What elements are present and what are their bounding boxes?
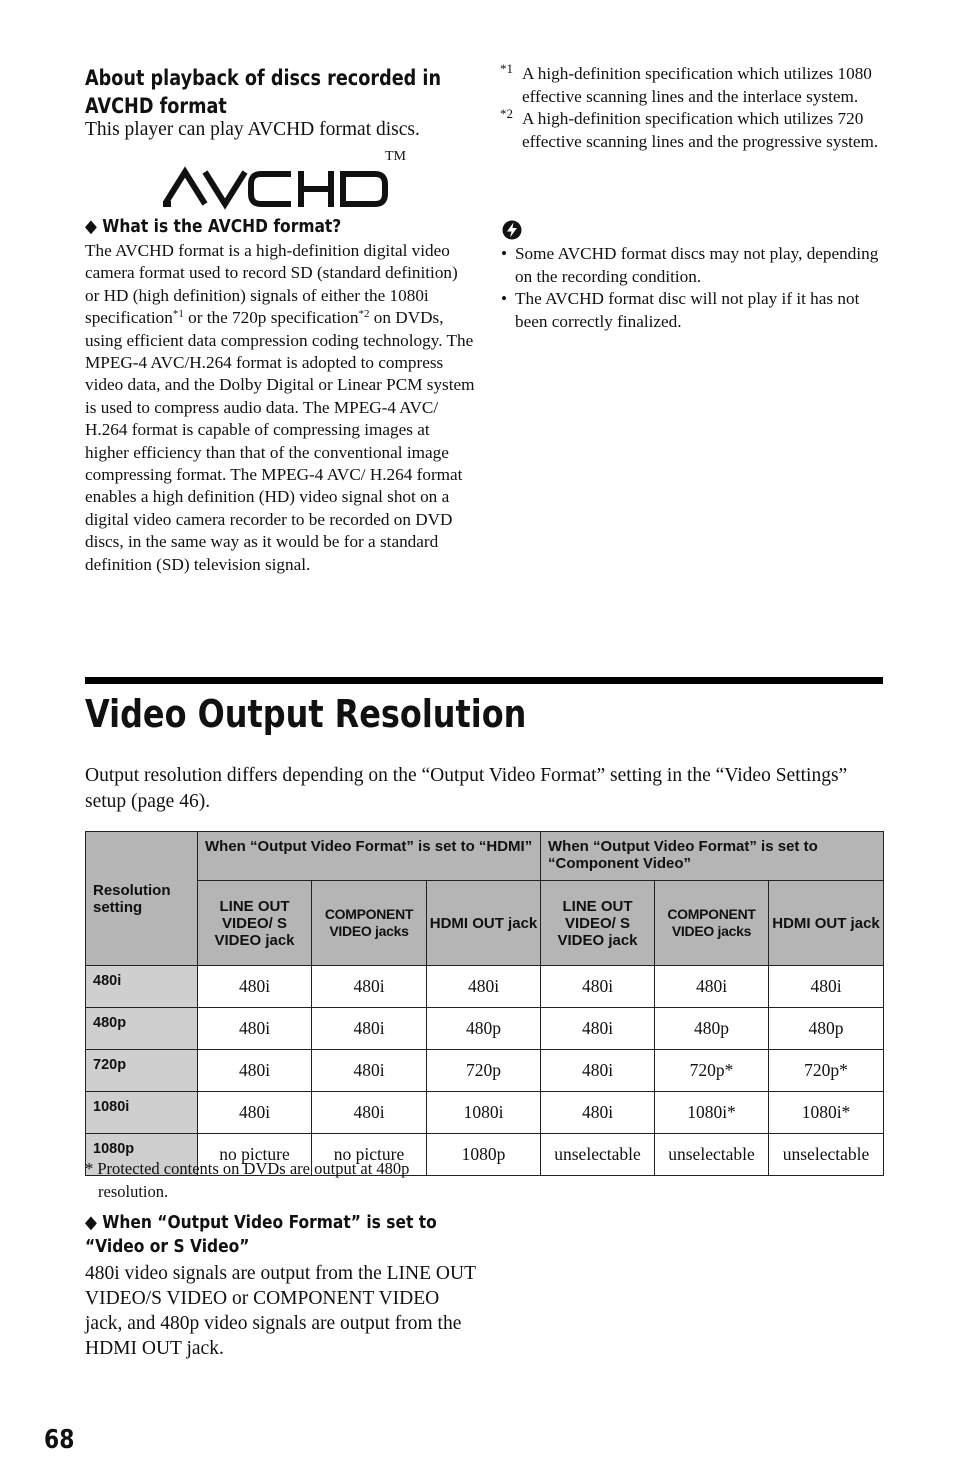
footnote-2	[500, 108, 890, 153]
avchd-description-part-b: or the 720p specification	[183, 308, 359, 328]
table-cell: 480i	[427, 966, 541, 1008]
video-s-video-body: 480i video signals are output from the LINE OUT VIDEO/S VIDEO or COMPONENT VIDEO jack, and 480p video signals are output from the HDMI OUT jack.	[85, 1263, 476, 1359]
resolution-setting-header: Resolution setting	[86, 832, 198, 966]
avchd-logo	[163, 146, 407, 212]
avchd-logo-tm: TM	[385, 149, 406, 164]
footnote-ref-2: *2	[358, 308, 370, 321]
avchd-description-part-a: The AVCHD format is a high-definition digital video camera format used to record SD (standard definition) or HD (high definition) signals of either the 1080i specification	[85, 241, 458, 328]
note-item: • Some AVCHD format discs may not play, depending on the recording condition.	[500, 243, 890, 288]
row-header: 480i	[86, 966, 198, 1008]
avchd-description-part-c: on DVDs, using efficient data compression coding technology. The MPEG-4 AVC/H.264 format is adopted to compress video data, and the Dolby Digital or Linear PCM system is used to compress audio data. The MPEG-4 AVC/ H.264 format is capable of compressing images at higher efficiency than that of the conventional image compressing format. The MPEG-4 AVC/ H.264 format enables a high definition (HD) video signal shot on a digital video camera recorder to be recorded on DVD discs, in the same way as it would be for a standard definition (SD) television signal.	[85, 308, 475, 574]
footnote-ref-1: *1	[172, 308, 184, 321]
table-group-header-row	[86, 832, 884, 881]
table-row	[86, 966, 884, 1008]
table-sub-header-row	[86, 881, 884, 966]
column-header: COMPONENT VIDEO jacks	[655, 881, 769, 966]
table-cell: 480i	[312, 966, 427, 1008]
table-row	[86, 1050, 884, 1092]
row-header: 480p	[86, 1008, 198, 1050]
component-group-header: When “Output Video Format” is set to “Component Video”	[541, 832, 884, 881]
table-cell: 480i	[312, 1050, 427, 1092]
table-cell: 480p	[769, 1008, 884, 1050]
table-row	[86, 1092, 884, 1134]
video-s-heading-line2: “Video or S Video”	[85, 1236, 250, 1257]
table-footnote: * Protected contents on DVDs are output at 480p resolution.	[85, 1159, 410, 1201]
section-divider	[85, 677, 883, 684]
column-header: HDMI OUT jack	[769, 881, 884, 966]
table-cell: unselectable	[655, 1134, 769, 1176]
resolution-table	[85, 831, 884, 1176]
table-cell: 480i	[312, 1008, 427, 1050]
table-cell: 480i	[655, 966, 769, 1008]
what-is-avchd-title: What is the AVCHD format?	[102, 216, 342, 237]
note-icon	[501, 219, 523, 241]
footnote-mark: *2	[500, 106, 513, 122]
table-cell: 480i	[198, 1092, 312, 1134]
footnotes	[500, 63, 890, 153]
diamond-bullet-icon: ◆	[85, 1212, 97, 1233]
table-cell: 720p*	[769, 1050, 884, 1092]
table-cell: 480i	[198, 1050, 312, 1092]
table-cell: 480i	[198, 1008, 312, 1050]
footnote-text: A high-definition specification which utilizes 720 effective scanning lines and the progressive system.	[522, 109, 879, 151]
avchd-heading-line1: About playback of discs recorded in	[85, 66, 442, 90]
section-title: Video Output Resolution	[85, 692, 527, 736]
footnote-mark: *1	[500, 61, 513, 76]
table-cell: 1080p	[427, 1134, 541, 1176]
table-cell: 480i	[541, 1092, 655, 1134]
column-header: HDMI OUT jack	[427, 881, 541, 966]
page-number: 68	[44, 1425, 75, 1455]
note-item: • The AVCHD format disc will not play if it has not been correctly finalized.	[500, 288, 890, 333]
table-cell: 480i	[198, 966, 312, 1008]
video-s-video-heading	[85, 1211, 437, 1259]
table-cell: no picture	[198, 1134, 312, 1176]
table-cell: 720p	[427, 1050, 541, 1092]
column-header: COMPONENT VIDEO jacks	[312, 881, 427, 966]
what-is-avchd-heading	[85, 215, 341, 239]
avchd-description	[85, 240, 475, 576]
table-cell: 480p	[655, 1008, 769, 1050]
table-cell: unselectable	[769, 1134, 884, 1176]
row-header: 1080p	[86, 1134, 198, 1176]
table-row	[86, 1008, 884, 1050]
row-header: 720p	[86, 1050, 198, 1092]
table-cell: no picture	[312, 1134, 427, 1176]
table-cell: 480i	[312, 1092, 427, 1134]
table-cell: 480i	[541, 1008, 655, 1050]
video-s-heading-line1: When “Output Video Format” is set to	[102, 1212, 437, 1233]
table-cell: 480i	[541, 966, 655, 1008]
footnote-1	[500, 63, 890, 108]
table-cell: 480i	[769, 966, 884, 1008]
table-cell: 480i	[541, 1050, 655, 1092]
notes-list	[500, 243, 890, 333]
hdmi-group-header: When “Output Video Format” is set to “HDMI”	[198, 832, 541, 881]
table-cell: 720p*	[655, 1050, 769, 1092]
table-cell: 480p	[427, 1008, 541, 1050]
table-cell: 1080i*	[769, 1092, 884, 1134]
row-header: 1080i	[86, 1092, 198, 1134]
table-cell: 1080i	[427, 1092, 541, 1134]
table-cell: 1080i*	[655, 1092, 769, 1134]
avchd-playback-heading	[85, 64, 441, 120]
column-header: LINE OUT VIDEO/ S VIDEO jack	[198, 881, 312, 966]
avchd-intro-text: This player can play AVCHD format discs.	[85, 119, 420, 140]
footnote-text: A high-definition specification which utilizes 1080 effective scanning lines and the interlace system.	[522, 64, 872, 106]
column-header: LINE OUT VIDEO/ S VIDEO jack	[541, 881, 655, 966]
avchd-heading-line2: AVCHD format	[85, 94, 227, 118]
section-intro: Output resolution differs depending on the “Output Video Format” setting in the “Video Settings” setup (page 46).	[85, 765, 848, 812]
table-cell: unselectable	[541, 1134, 655, 1176]
diamond-bullet-icon: ◆	[85, 216, 97, 237]
